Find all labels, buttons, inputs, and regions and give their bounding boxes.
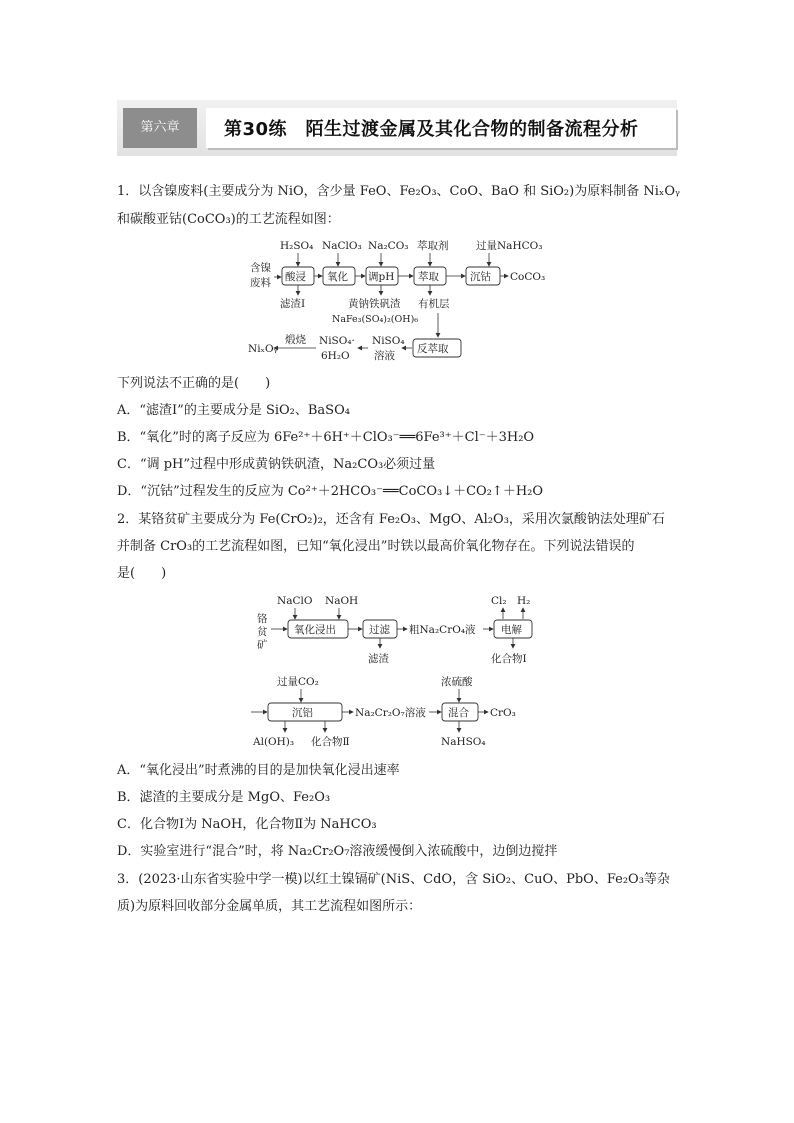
q1-box-1: 酸浸 xyxy=(285,271,306,283)
q2-box-5: 混合 xyxy=(448,707,469,719)
q1-raw-2: 废料 xyxy=(250,277,271,289)
q1-stem-line-1: 1．以含镍废料(主要成分为 NiO，含少量 FeO、Fe₂O₃、CoO、BaO 和 SiO₂)为原料制备 NiₓOᵧ xyxy=(117,184,680,199)
q2-flow-diagram xyxy=(245,588,575,753)
q2-stem-line-1: 2．某铬贫矿主要成分为 Fe(CrO₂)₂，还含有 Fe₂O₃、MgO、Al₂O₃，采用次氯酸钠法处理矿石 xyxy=(117,512,665,527)
q2-reagent-2: NaOH xyxy=(325,595,359,607)
q2-dichromate: Na₂Cr₂O₇溶液 xyxy=(355,707,426,719)
q2-gas-2: H₂ xyxy=(517,595,531,607)
q1-reagent-1: H₂SO₄ xyxy=(280,240,314,252)
q1-reagent-4: 萃取剂 xyxy=(417,240,449,252)
q1-stem-line-2: 和碳酸亚钴(CoCO₃)的工艺流程如图： xyxy=(117,212,340,227)
q1-residue-2: 黄钠铁矾渣 xyxy=(348,298,401,310)
q2-ore-3: 矿 xyxy=(257,639,268,651)
q1-organic: 有机层 xyxy=(418,298,450,310)
q2-option-c: C．化合物Ⅰ为 NaOH，化合物Ⅱ为 NaHCO₃ xyxy=(117,817,377,832)
q2-residue: 滤渣 xyxy=(368,653,389,665)
q1-option-c: C．“调 pH”过程中形成黄钠铁矾渣，Na₂CO₃必须过量 xyxy=(117,457,436,472)
q1-niso4-cry-1: NiSO₄· xyxy=(319,335,355,347)
q1-product: CoCO₃ xyxy=(510,271,546,283)
q1-niso4-sol-2: 溶液 xyxy=(374,350,395,362)
q2-compound-2: 化合物Ⅱ xyxy=(311,736,350,748)
q1-option-d: D．“沉钴”过程发生的反应为 Co²⁺＋2HCO₃⁻══CoCO₃↓＋CO₂↑＋H₂O xyxy=(117,484,544,499)
q2-compound-1: 化合物Ⅰ xyxy=(491,653,527,665)
q2-box-2: 过滤 xyxy=(369,624,390,636)
q1-flow-diagram xyxy=(240,233,570,365)
q2-co2: 过量CO₂ xyxy=(277,676,319,688)
q2-stem-line-3: 是( ) xyxy=(117,566,167,581)
q2-stem-line-2: 并制备 CrO₃的工艺流程如图，已知“氧化浸出”时铁以最高价氧化物存在。下列说法错误的 xyxy=(117,539,635,554)
q1-residue-formula: NaFe₃(SO₄)₂(OH)₆ xyxy=(332,314,419,325)
q1-box-3: 调pH xyxy=(368,271,395,283)
q2-box-1: 氧化浸出 xyxy=(294,624,336,636)
q2-box-4: 沉铝 xyxy=(292,707,313,719)
q1-reagent-3: Na₂CO₃ xyxy=(368,240,409,252)
q2-gas-1: Cl₂ xyxy=(491,595,507,607)
q1-calcine: 煅烧 xyxy=(285,334,306,346)
q1-residue-1: 滤渣Ⅰ xyxy=(280,298,306,310)
q1-niso4-cry-2: 6H₂O xyxy=(321,350,350,362)
q2-acid: 浓硫酸 xyxy=(441,676,473,688)
chapter-tag: 第六章 xyxy=(123,108,197,148)
q2-ore-2: 贫 xyxy=(257,626,268,638)
q2-nahso4: NaHSO₄ xyxy=(441,736,486,748)
q1-prompt: 下列说法不正确的是( ) xyxy=(117,376,271,391)
q3-stem-line-2: 质)为原料回收部分金属单质，其工艺流程如图所示： xyxy=(117,899,422,914)
q1-final: NiₓOᵧ xyxy=(248,343,278,355)
q2-option-a: A．“氧化浸出”时煮沸的目的是加快氧化浸出速率 xyxy=(117,763,400,778)
q2-product: CrO₃ xyxy=(490,707,516,719)
q1-box-6: 反萃取 xyxy=(417,343,449,355)
q1-niso4-sol-1: NiSO₄ xyxy=(372,335,405,347)
q1-box-4: 萃取 xyxy=(418,271,439,283)
q1-option-b: B．“氧化”时的离子反应为 6Fe²⁺＋6H⁺＋ClO₃⁻══6Fe³⁺＋Cl⁻＋3H₂O xyxy=(117,430,535,445)
q2-box-3: 电解 xyxy=(501,624,522,636)
q2-crude: 粗Na₂CrO₄液 xyxy=(409,624,476,636)
q2-ore-1: 铬 xyxy=(257,613,268,625)
page-title: 第30练 陌生过渡金属及其化合物的制备流程分析 xyxy=(224,119,639,140)
q3-stem-line-1: 3．(2023·山东省实验中学一模)以红土镍镉矿(NiS、CdO，含 SiO₂、CuO、PbO、Fe₂O₃等杂 xyxy=(117,872,670,887)
q1-reagent-2: NaClO₃ xyxy=(322,240,362,252)
q2-option-d: D．实验室进行“混合”时，将 Na₂Cr₂O₇溶液缓慢倒入浓硫酸中，边倒边搅拌 xyxy=(117,844,558,859)
q2-option-b: B．滤渣的主要成分是 MgO、Fe₂O₃ xyxy=(117,790,331,805)
q1-reagent-5: 过量NaHCO₃ xyxy=(476,240,543,252)
q1-box-2: 氧化 xyxy=(327,271,348,283)
q1-raw-1: 含镍 xyxy=(250,262,271,274)
q1-option-a: A．“滤渣Ⅰ”的主要成分是 SiO₂、BaSO₄ xyxy=(117,403,350,418)
q2-reagent-1: NaClO xyxy=(277,595,313,607)
q1-box-5: 沉钴 xyxy=(470,271,491,283)
q2-alumina: Al(OH)₃ xyxy=(253,736,295,748)
